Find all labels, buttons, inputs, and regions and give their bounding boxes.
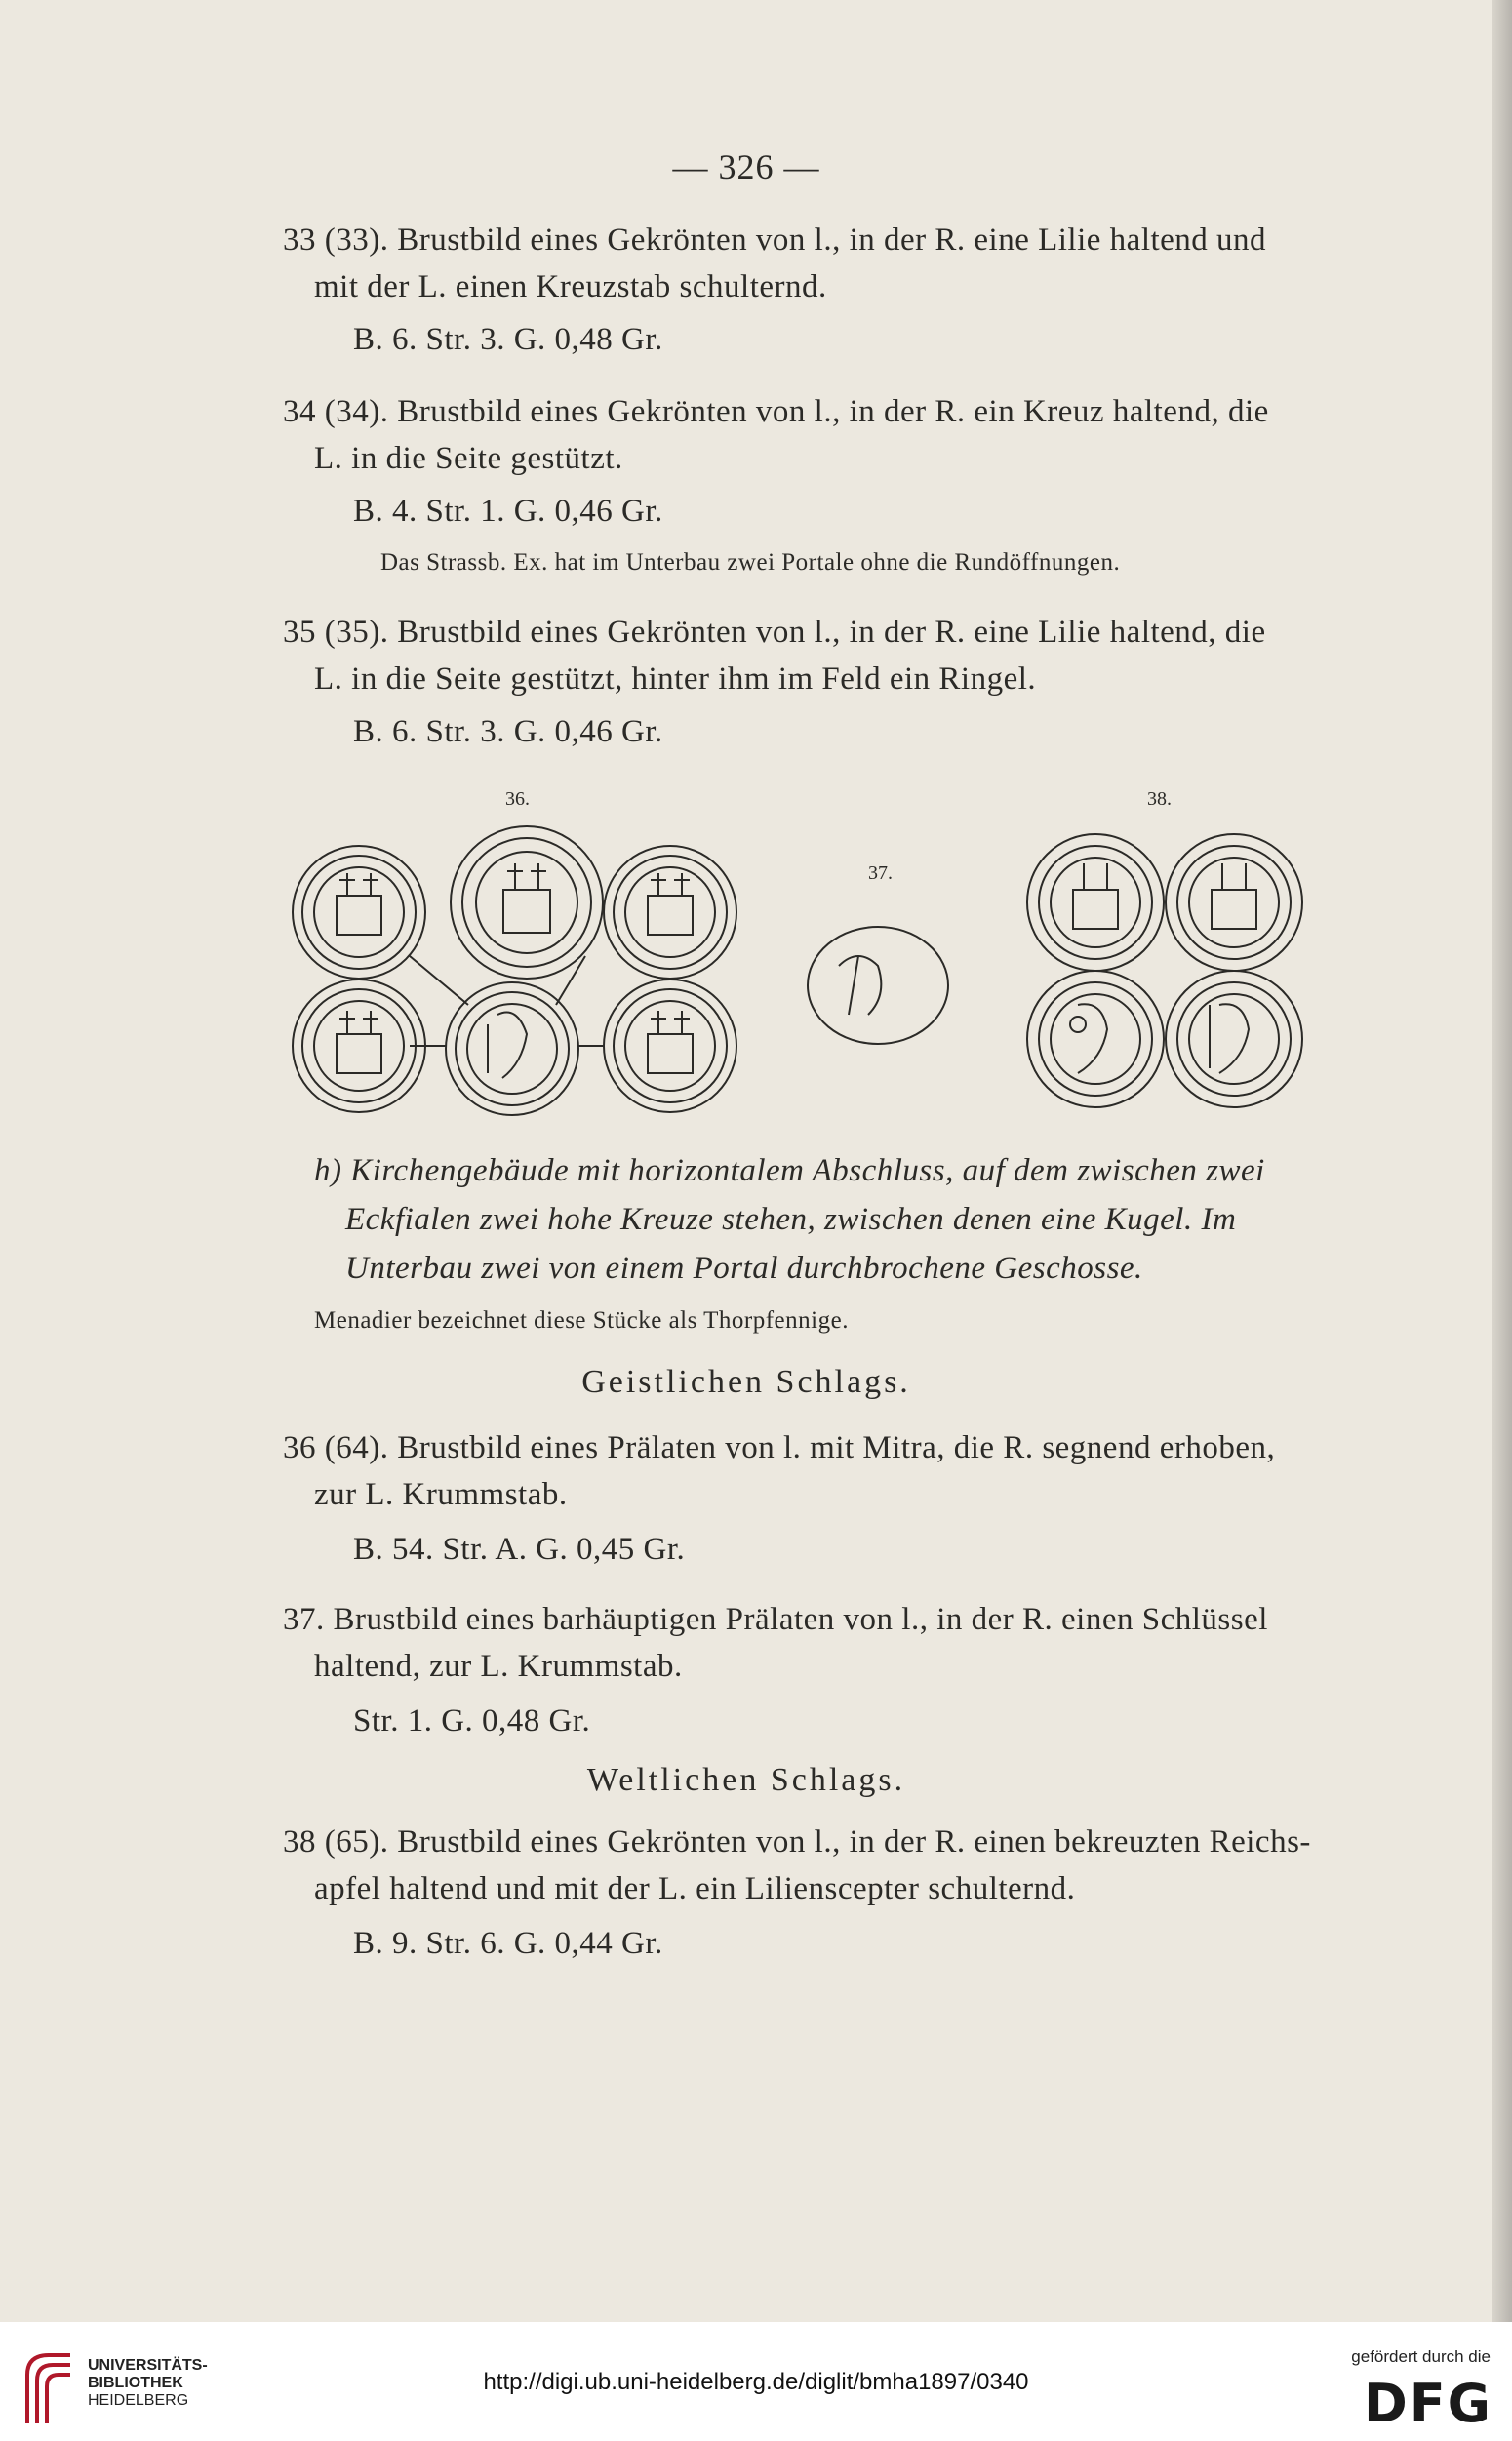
section-h-line1: h) Kirchengebäude mit horizontalem Abschluss, auf dem zwischen zwei [314, 1153, 1265, 1188]
library-name-line3: HEIDELBERG [88, 2392, 189, 2409]
entry-38-line2: apfel haltend und mit der L. ein Lilienscepter schulternd. [314, 1871, 1076, 1906]
coin-37 [808, 927, 948, 1044]
coin-36-bottom-right [604, 980, 736, 1112]
entry-34-meta: B. 4. Str. 1. G. 0,46 Gr. [353, 494, 663, 529]
entry-38-line1: 38 (65). Brustbild eines Gekrönten von l., in der R. einen bekreuzten Reichs- [283, 1824, 1311, 1860]
section-h-line2: Eckfialen zwei hohe Kreuze stehen, zwischen denen eine Kugel. Im [345, 1202, 1237, 1237]
coin-36-top-middle [451, 826, 603, 979]
section-h-line3: Unterbau zwei von einem Portal durchbrochene Geschosse. [345, 1251, 1143, 1286]
entry-34-line1: 34 (34). Brustbild eines Gekrönten von l., in der R. ein Kreuz haltend, die [283, 394, 1269, 429]
coin-36-top-right [604, 846, 736, 979]
entry-33-line1: 33 (33). Brustbild eines Gekrönten von l., in der R. eine Lilie haltend und [283, 222, 1267, 258]
coin-38-top-right [1166, 834, 1302, 971]
coin-38-bottom-right [1166, 971, 1302, 1107]
coin-36-top-left [293, 846, 425, 979]
coin-38-bottom-left [1027, 971, 1164, 1107]
entry-37-line2: haltend, zur L. Krummstab. [314, 1649, 683, 1684]
entry-34-line2: L. in die Seite gestützt. [314, 441, 623, 476]
entry-35-meta: B. 6. Str. 3. G. 0,46 Gr. [353, 714, 663, 749]
entry-36-meta: B. 54. Str. A. G. 0,45 Gr. [353, 1532, 686, 1567]
figure-label-37: 37. [868, 862, 893, 884]
funding-note: gefördert durch die [1351, 2347, 1491, 2366]
section-h-note: Menadier bezeichnet diese Stücke als Thorpfennige. [314, 1307, 849, 1334]
entry-33-line2: mit der L. einen Kreuzstab schulternd. [314, 269, 827, 304]
coin-illustration [0, 0, 1492, 1132]
heading-weltlichen: Weltlichen Schlags. [586, 1762, 906, 1798]
footer-bar [0, 2322, 1512, 2441]
source-url-link[interactable]: http://digi.ub.uni-heidelberg.de/diglit/bmha1897/0340 [483, 2369, 1029, 2395]
entry-37-line1: 37. Brustbild eines barhäuptigen Prälaten von l., in der R. einen Schlüssel [283, 1602, 1268, 1637]
heading-geistlichen: Geistlichen Schlags. [581, 1364, 911, 1400]
library-name-line1: UNIVERSITÄTS- [88, 2357, 208, 2374]
entry-37-meta: Str. 1. G. 0,48 Gr. [353, 1703, 591, 1739]
page-number: — 326 — [672, 147, 820, 186]
entry-34-note: Das Strassb. Ex. hat im Unterbau zwei Portale ohne die Rundöffnungen. [380, 549, 1121, 576]
dfg-logo: DFG [1363, 2373, 1492, 2434]
coin-38-top-left [1027, 834, 1164, 971]
entry-33-meta: B. 6. Str. 3. G. 0,48 Gr. [353, 322, 663, 357]
figure-label-36: 36. [505, 788, 530, 810]
entry-38-meta: B. 9. Str. 6. G. 0,44 Gr. [353, 1926, 663, 1961]
library-name-line2: BIBLIOTHEK [88, 2375, 183, 2391]
entry-36-line1: 36 (64). Brustbild eines Prälaten von l. mit Mitra, die R. segnend erhoben, [283, 1430, 1276, 1465]
coin-36-bottom-left [293, 980, 425, 1112]
entry-35-line2: L. in die Seite gestützt, hinter ihm im Feld ein Ringel. [314, 661, 1037, 697]
page-edge [1492, 0, 1512, 2322]
figure-label-38: 38. [1147, 788, 1172, 810]
entry-35-line1: 35 (35). Brustbild eines Gekrönten von l., in der R. eine Lilie haltend, die [283, 615, 1266, 650]
entry-36-line2: zur L. Krummstab. [314, 1477, 568, 1512]
